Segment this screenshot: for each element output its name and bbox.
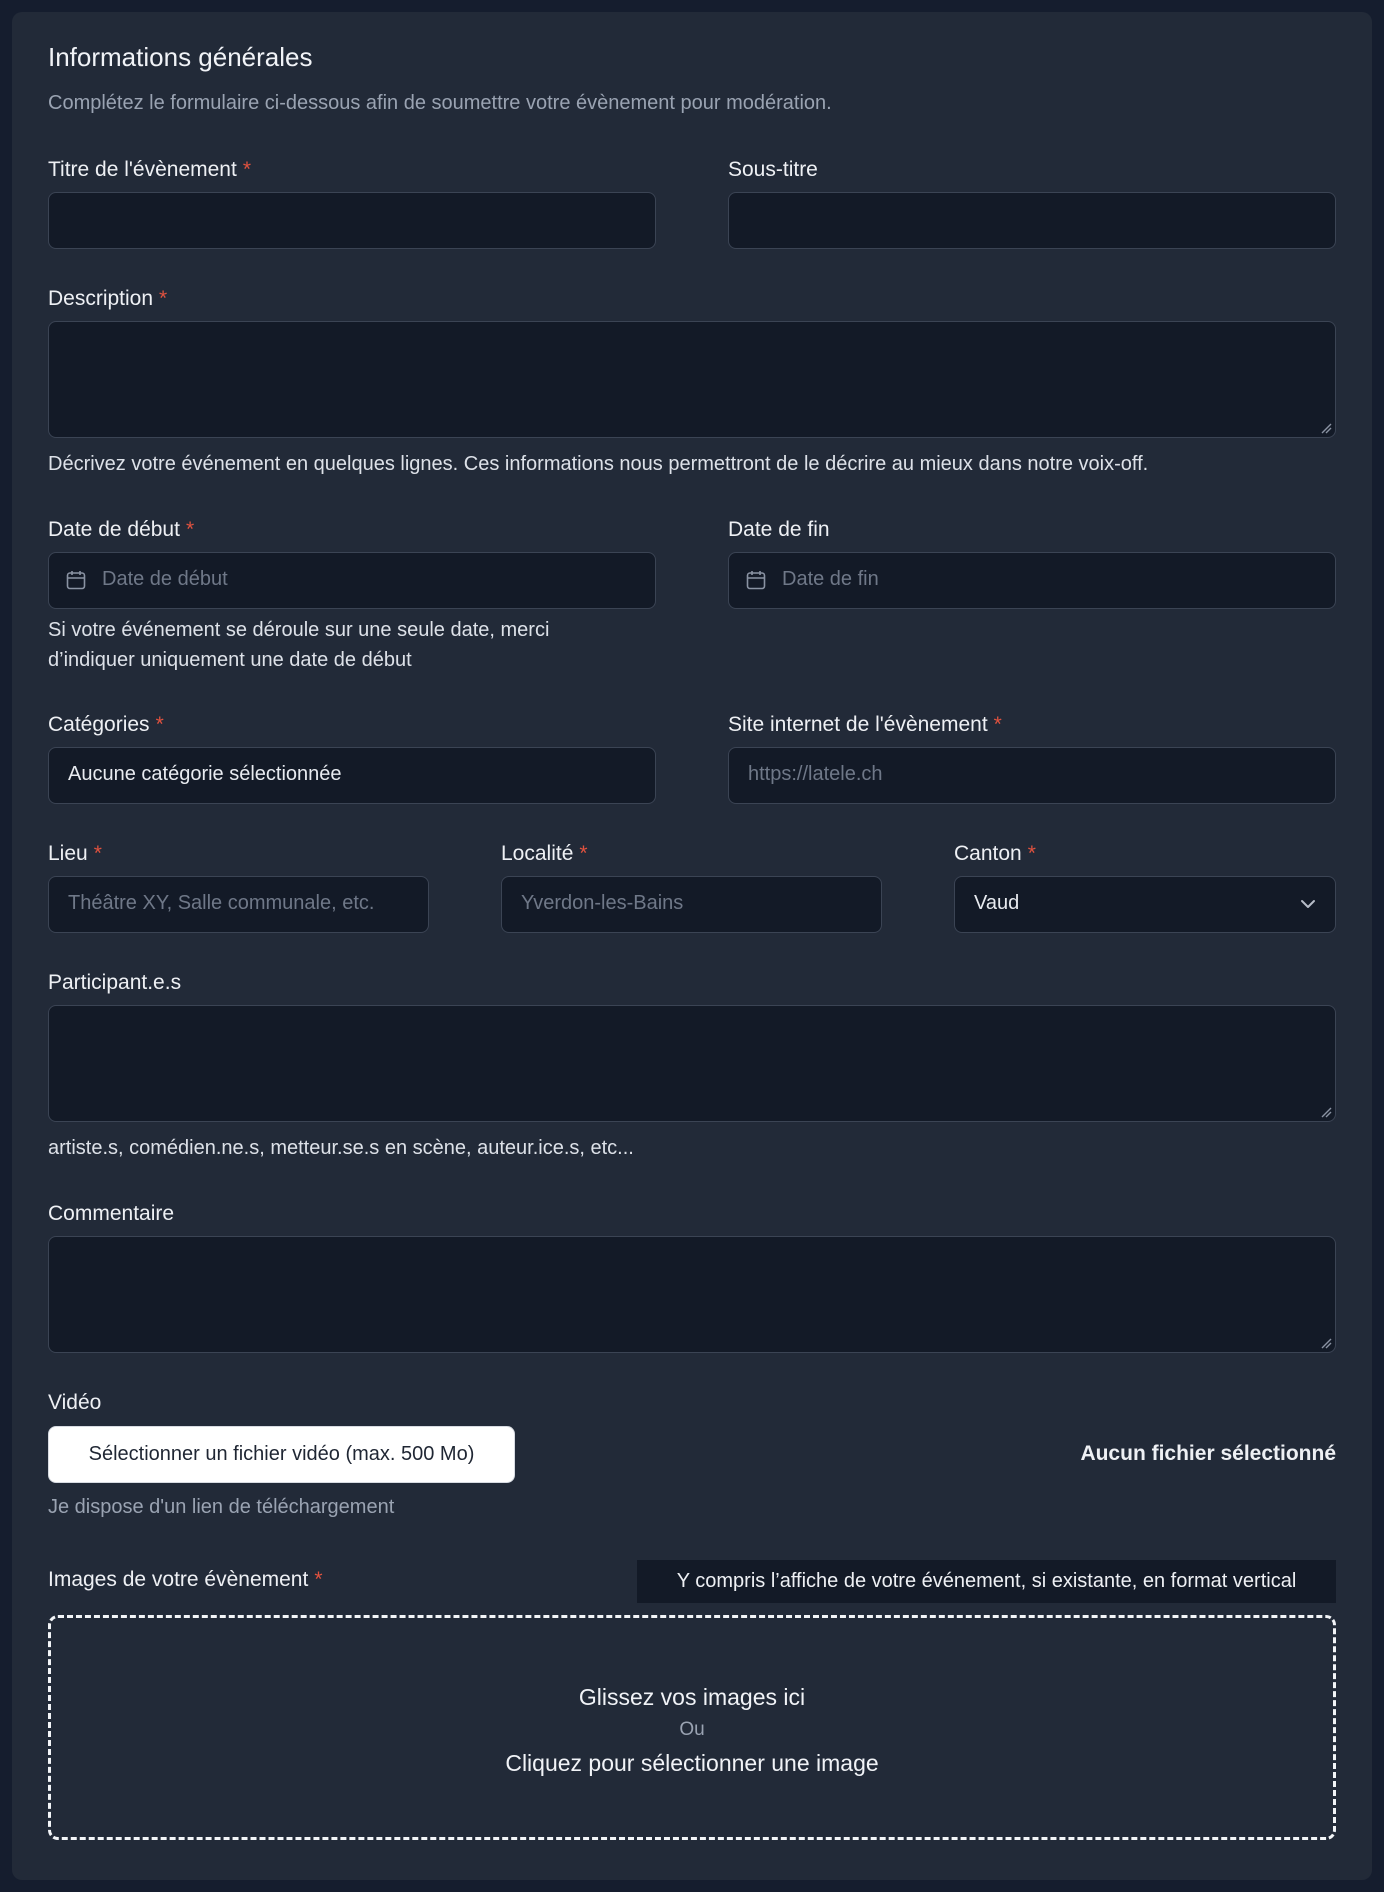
dropzone-click-text[interactable]: Cliquez pour sélectionner une image [505,1750,879,1776]
participants-label: Participant.e.s [48,971,182,994]
description-textarea[interactable] [48,321,1336,438]
canton-label [954,842,1036,866]
categories-label [48,713,164,737]
title-input[interactable] [48,192,656,249]
canton-value: Vaud [974,892,1020,914]
categories-label-text: Catégories [48,713,150,736]
required-marker: * [579,842,588,865]
resize-grip-icon[interactable] [1320,1337,1332,1349]
page-subtitle: Complétez le formulaire ci-dessous afin de soumettre votre évènement pour modération. [48,92,832,114]
video-file-status: Aucun fichier sélectionné [1080,1442,1336,1465]
required-marker: * [314,1568,323,1591]
dropzone-or: Ou [679,1719,705,1740]
canton-label-text: Canton [954,842,1022,865]
required-marker: * [155,713,164,736]
website-input[interactable] [728,747,1336,804]
participants-textarea[interactable] [48,1005,1336,1122]
subtitle-input[interactable] [728,192,1336,249]
subtitle-label: Sous-titre [728,158,818,181]
venue-placeholder: Théâtre XY, Salle communale, etc. [68,892,375,914]
start-date-help-line1: Si votre événement se déroule sur une seule date, merci [48,619,550,641]
resize-grip-icon[interactable] [1320,422,1332,434]
calendar-icon [745,569,767,591]
calendar-icon [65,569,87,591]
end-date-input[interactable] [728,552,1336,609]
description-label [48,287,167,311]
venue-label-text: Lieu [48,842,88,865]
title-label-text: Titre de l'évènement [48,158,237,181]
required-marker: * [993,713,1002,736]
start-date-input[interactable] [48,552,656,609]
categories-value: Aucune catégorie sélectionnée [68,763,342,785]
canton-select[interactable] [954,876,1336,933]
participants-help: artiste.s, comédien.ne.s, metteur.se.s en scène, auteur.ice.s, etc... [48,1137,634,1159]
image-dropzone[interactable] [48,1615,1336,1840]
start-date-placeholder: Date de début [102,568,228,590]
website-label [728,713,1002,737]
comment-textarea[interactable] [48,1236,1336,1353]
required-marker: * [93,842,102,865]
images-label [48,1568,323,1592]
comment-label: Commentaire [48,1202,175,1225]
categories-select[interactable] [48,747,656,804]
video-label: Vidéo [48,1391,102,1414]
chevron-down-icon [1299,897,1317,911]
download-link-toggle[interactable]: Je dispose d'un lien de téléchargement [48,1496,395,1518]
venue-label [48,842,102,866]
images-label-text: Images de votre évènement [48,1568,309,1591]
images-note-badge: Y compris l’affiche de votre événement, si existante, en format vertical [637,1560,1336,1603]
venue-input[interactable] [48,876,429,933]
select-video-button[interactable]: Sélectionner un fichier vidéo (max. 500 Mo) [48,1426,515,1483]
title-label [48,158,251,182]
description-help: Décrivez votre événement en quelques lignes. Ces informations nous permettront de le décrire au mieux dans notre voix-off. [48,453,1149,475]
description-label-text: Description [48,287,154,310]
start-date-help [48,615,549,675]
page-title: Informations générales [48,42,313,72]
end-date-placeholder: Date de fin [782,568,879,590]
form-card [12,12,1372,1880]
locality-label-text: Localité [501,842,574,865]
start-date-help-line2: d’indiquer uniquement une date de début [48,649,412,671]
start-date-label-text: Date de début [48,518,180,541]
end-date-label: Date de fin [728,518,830,541]
dropzone-title: Glissez vos images ici [578,1684,806,1710]
required-marker: * [1027,842,1036,865]
website-placeholder: https://latele.ch [748,763,883,785]
locality-input[interactable] [501,876,882,933]
locality-label [501,842,588,866]
website-label-text: Site internet de l'évènement [728,713,988,736]
locality-placeholder: Yverdon-les-Bains [521,892,684,914]
required-marker: * [242,158,252,181]
required-marker: * [185,518,195,541]
required-marker: * [159,287,168,310]
resize-grip-icon[interactable] [1320,1106,1332,1118]
start-date-label [48,518,194,542]
